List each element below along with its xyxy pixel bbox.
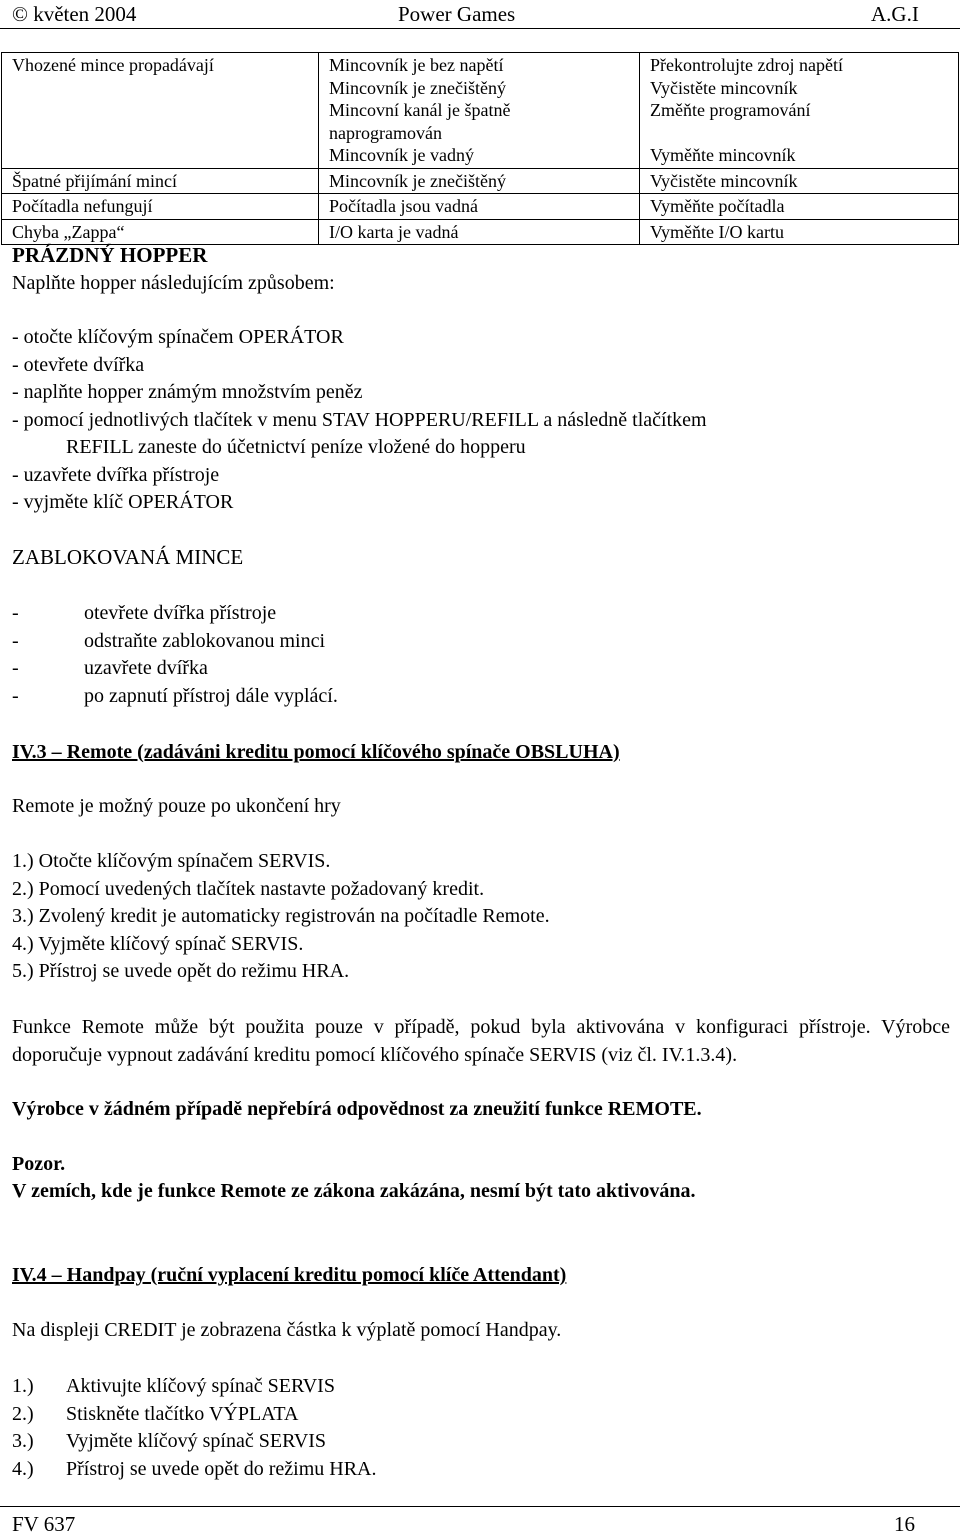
list-item-text: otevřete dvířka přístroje: [84, 602, 277, 624]
list-item: 3.) Zvolený kredit je automaticky registrován na počítadle Remote.: [12, 905, 550, 927]
fix-cell: Vyměňte I/O kartu: [640, 219, 959, 245]
fix-cell: Vyměňte počítadla: [640, 194, 959, 220]
list-item: - naplňte hopper známým množstvím peněz: [12, 381, 363, 403]
fix-line: Překontrolujte zdroj napětí: [650, 55, 843, 75]
page-number: 16: [894, 1512, 915, 1536]
footer-divider: [0, 1506, 960, 1507]
step-number: 3.): [12, 1430, 34, 1452]
step-text: Aktivujte klíčový spínač SERVIS: [66, 1375, 335, 1397]
remote-note: Remote je možný pouze po ukončení hry: [12, 795, 341, 817]
list-item: - pomocí jednotlivých tlačítek v menu STAV HOPPERU/REFILL a následně tlačítkem: [12, 408, 707, 431]
cause-line: Mincovník je znečištěný: [329, 77, 506, 98]
fix-cell: Vyčistěte mincovník: [640, 168, 959, 194]
list-item: - otočte klíčovým spínačem OPERÁTOR: [12, 326, 344, 348]
list-item: [12, 1401, 377, 1429]
list-item-text: po zapnutí přístroj dále vyplácí.: [84, 684, 338, 707]
step-text: Vyjměte klíčový spínač SERVIS: [66, 1430, 327, 1452]
header-date: © květen 2004: [12, 2, 137, 26]
table-row: [2, 53, 959, 169]
cause-cell: Mincovník je znečištěný: [319, 168, 640, 194]
list-item: 2.) Pomocí uvedených tlačítek nastavte požadovaný kredit.: [12, 877, 485, 900]
cause-line: naprogramován: [329, 122, 442, 143]
list-item: - otevřete dvířka: [12, 353, 145, 376]
list-item: - uzavřete dvířka přístroje: [12, 463, 220, 486]
handpay-steps: [12, 1373, 377, 1483]
caution-label: Pozor.: [12, 1153, 66, 1175]
cause-cell: I/O karta je vadná: [319, 219, 640, 245]
step-text: Stiskněte tlačítko VÝPLATA: [66, 1402, 299, 1425]
footer-doc-code: FV 637: [12, 1512, 76, 1536]
table-row: [2, 168, 959, 194]
step-number: 2.): [12, 1402, 34, 1425]
cause-line: Mincovní kanál je špatně: [329, 100, 511, 120]
fault-table: [1, 52, 959, 245]
handpay-intro: Na displeji CREDIT je zobrazena částka k výplatě pomocí Handpay.: [12, 1319, 562, 1341]
list-item: REFILL zaneste do účetnictví peníze vložené do hopperu: [66, 436, 526, 458]
list-item: 1.) Otočte klíčovým spínačem SERVIS.: [12, 850, 331, 872]
causes-cell: [319, 53, 640, 169]
problem-cell: Počítadla nefungují: [2, 194, 319, 220]
problem-cell: Vhozené mince propadávají: [2, 53, 319, 169]
table-row: [2, 219, 959, 245]
list-item: - po zapnutí přístroj dále vyplácí.: [12, 684, 338, 707]
fixes-cell: [640, 53, 959, 169]
cause-line: Mincovník je vadný: [329, 145, 474, 165]
remote-warning: Výrobce v žádném případě nepřebírá odpovědnost za zneužití funkce REMOTE.: [12, 1098, 702, 1120]
fix-line: Vyměňte mincovník: [650, 145, 796, 165]
step-number: 1.): [12, 1375, 34, 1397]
remote-steps: [12, 848, 550, 986]
list-item: 4.) Vyjměte klíčový spínač SERVIS.: [12, 932, 304, 955]
handpay-heading: IV.4 – Handpay (ruční vyplacení kreditu pomocí klíče Attendant): [12, 1264, 567, 1286]
list-item: [12, 1456, 377, 1484]
fix-line: Změňte programování: [650, 100, 811, 120]
list-item-text: odstraňte zablokovanou minci: [84, 629, 326, 652]
empty-hopper-steps: [12, 324, 707, 517]
empty-hopper-title: PRÁZDNÝ HOPPER: [12, 243, 208, 267]
remote-paragraph: Funkce Remote může být použita pouze v případě, pokud byla aktivována v konfiguraci přístroje. Výrobce doporučuje vypnout zadávání kreditu pomocí klíčového spínače SERVIS (viz čl. IV.1.3.4).: [12, 1016, 950, 1066]
fix-line: Vyčistěte mincovník: [650, 77, 798, 98]
list-item: - otevřete dvířka přístroje: [12, 602, 277, 624]
empty-hopper-intro: Naplňte hopper následujícím způsobem:: [12, 272, 335, 294]
list-item: [12, 1428, 377, 1456]
header-company: Power Games: [398, 2, 516, 26]
step-text: Přístroj se uvede opět do režimu HRA.: [66, 1457, 377, 1480]
caution-text: V zemích, kde je funkce Remote ze zákona zakázána, nesmí být tato aktivována.: [12, 1180, 696, 1202]
list-item: - uzavřete dvířka: [12, 657, 208, 679]
table-row: [2, 194, 959, 220]
problem-cell: Chyba „Zappa“: [2, 219, 319, 245]
cause-line: Mincovník je bez napětí: [329, 55, 504, 75]
list-item: [12, 1373, 377, 1401]
cause-cell: Počítadla jsou vadná: [319, 194, 640, 220]
blocked-coin-steps: [12, 600, 338, 710]
fix-line: [650, 122, 948, 145]
problem-cell: Špatné přijímání mincí: [2, 168, 319, 194]
header-divider: [0, 28, 960, 29]
list-item: 5.) Přístroj se uvede opět do režimu HRA.: [12, 960, 350, 982]
blocked-coin-title: ZABLOKOVANÁ MINCE: [12, 545, 244, 569]
step-number: 4.): [12, 1457, 34, 1480]
remote-heading: IV.3 – Remote (zadáváni kreditu pomocí klíčového spínače OBSLUHA): [12, 741, 620, 763]
list-item: - odstraňte zablokovanou minci: [12, 629, 326, 652]
list-item-text: uzavřete dvířka: [84, 657, 208, 679]
header-code: A.G.I: [871, 2, 919, 26]
list-item: - vyjměte klíč OPERÁTOR: [12, 491, 234, 513]
